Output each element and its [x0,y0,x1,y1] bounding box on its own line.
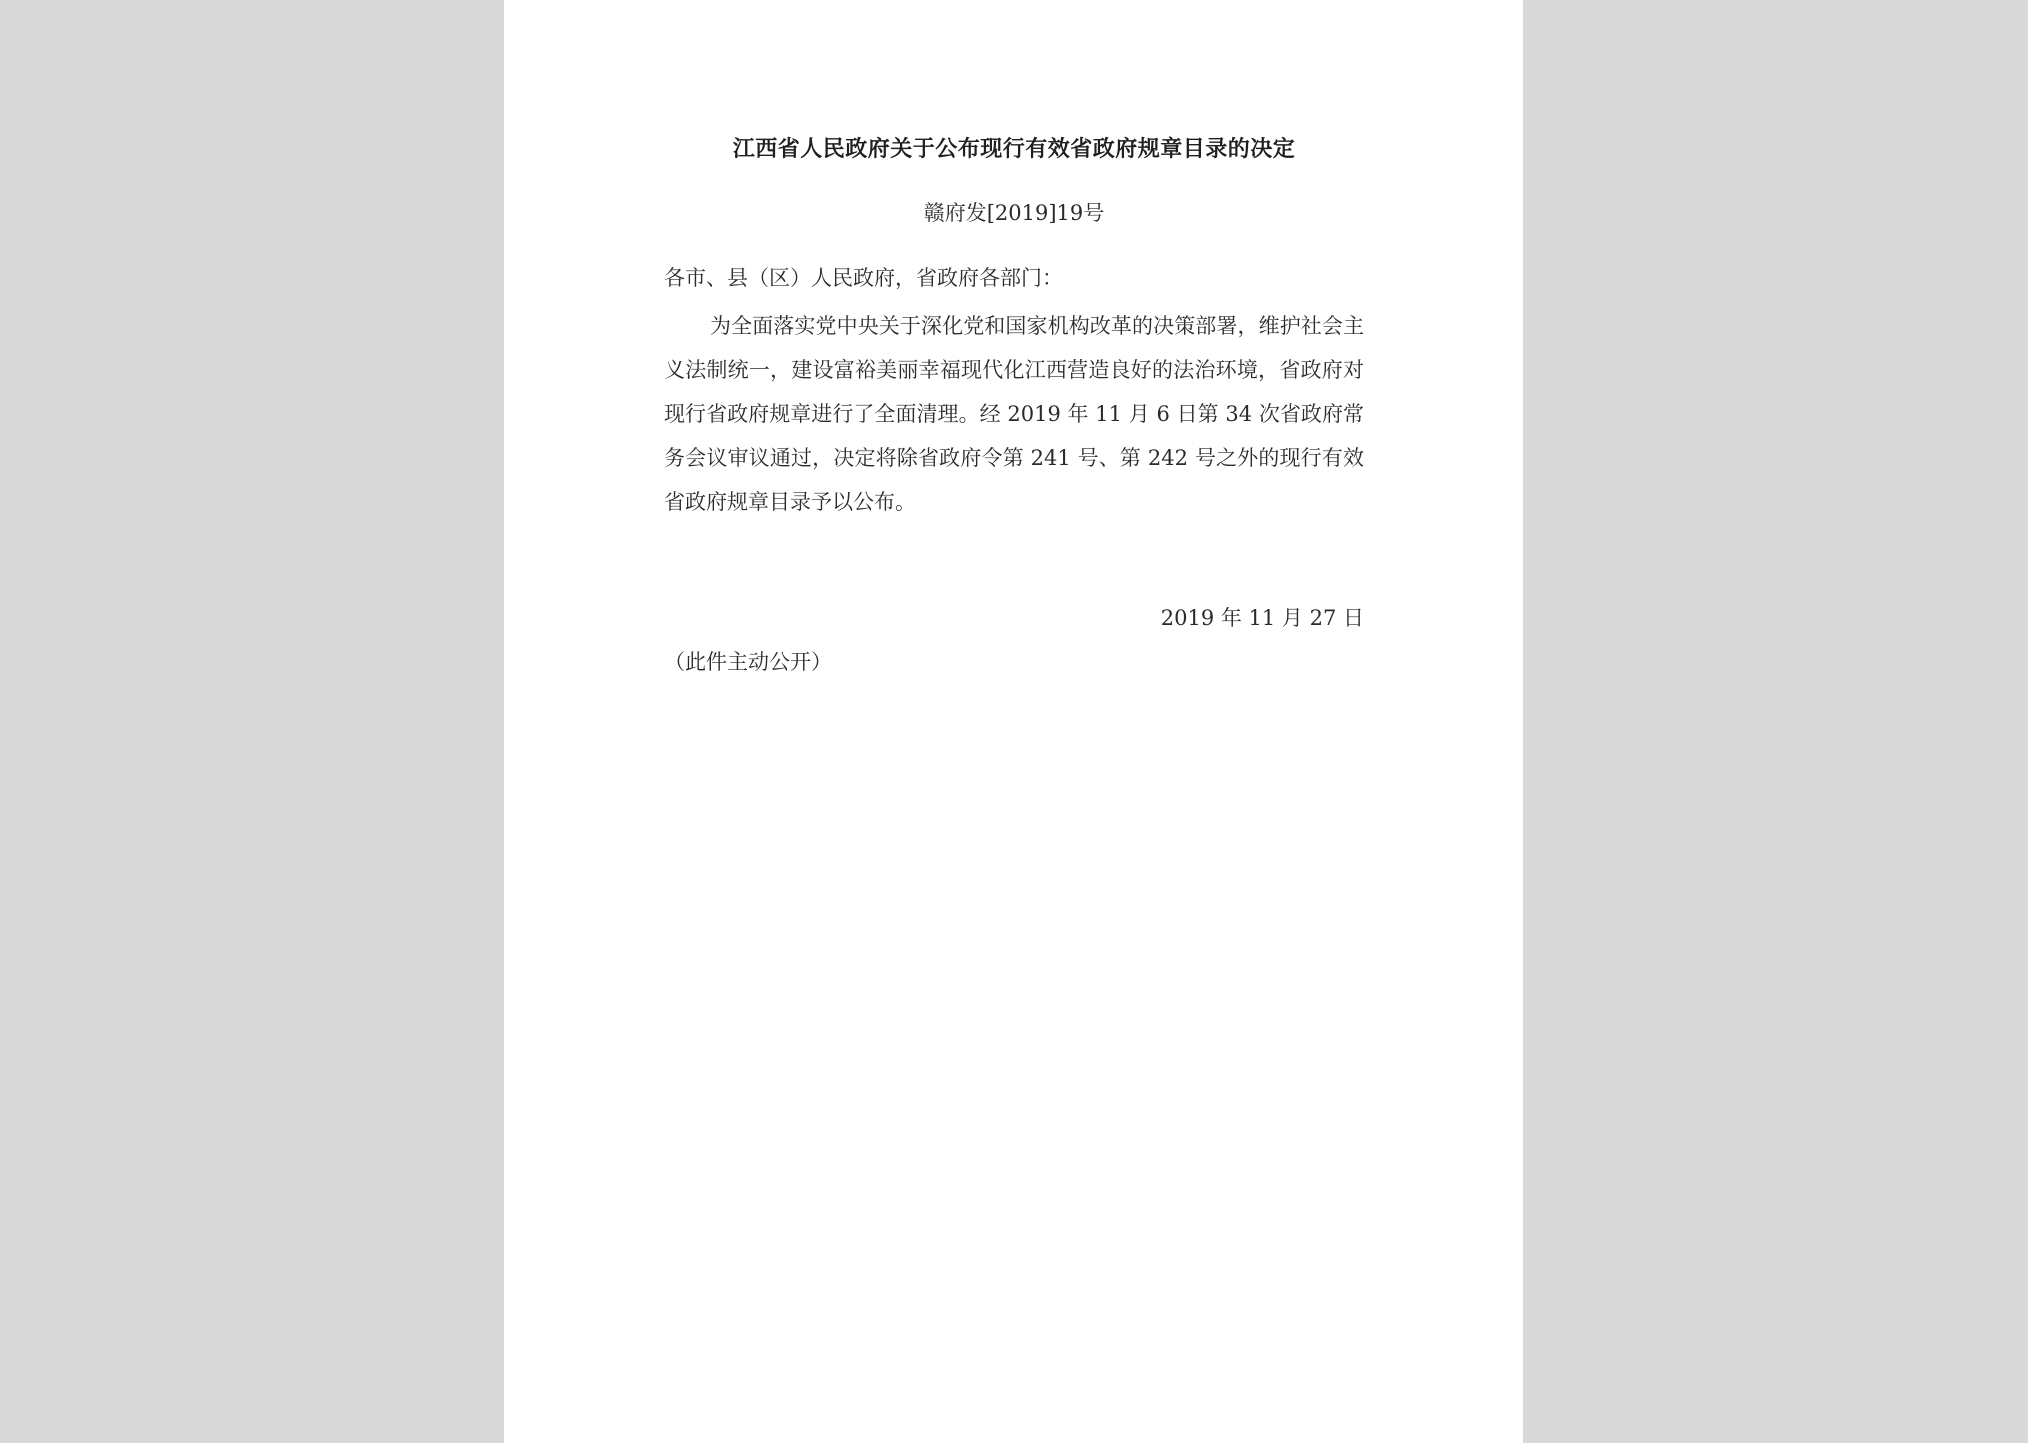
document-title: 江西省人民政府关于公布现行有效省政府规章目录的决定 [732,137,1296,162]
issue-date: 2019 年 11 月 27 日 [1160,606,1364,630]
disclosure-note: （此件主动公开） [664,650,832,674]
document-number: 赣府发[2019]19号 [923,201,1105,225]
body-paragraph: 为全面落实党中央关于深化党和国家机构改革的决策部署，维护社会主义法制统一，建设富裕美丽幸福现代化江西营造良好的法治环境，省政府对现行省政府规章进行了全面清理。经 2019 年 11 月 6 日第 34 次省政府常务会议审议通过，决定将除省政府令第 241 号、第 242 号之外的现行有效省政府规章目录予以公布。 [664,314,1364,514]
salutation: 各市、县（区）人民政府，省政府各部门： [664,266,1063,290]
document-page [504,0,1523,1443]
